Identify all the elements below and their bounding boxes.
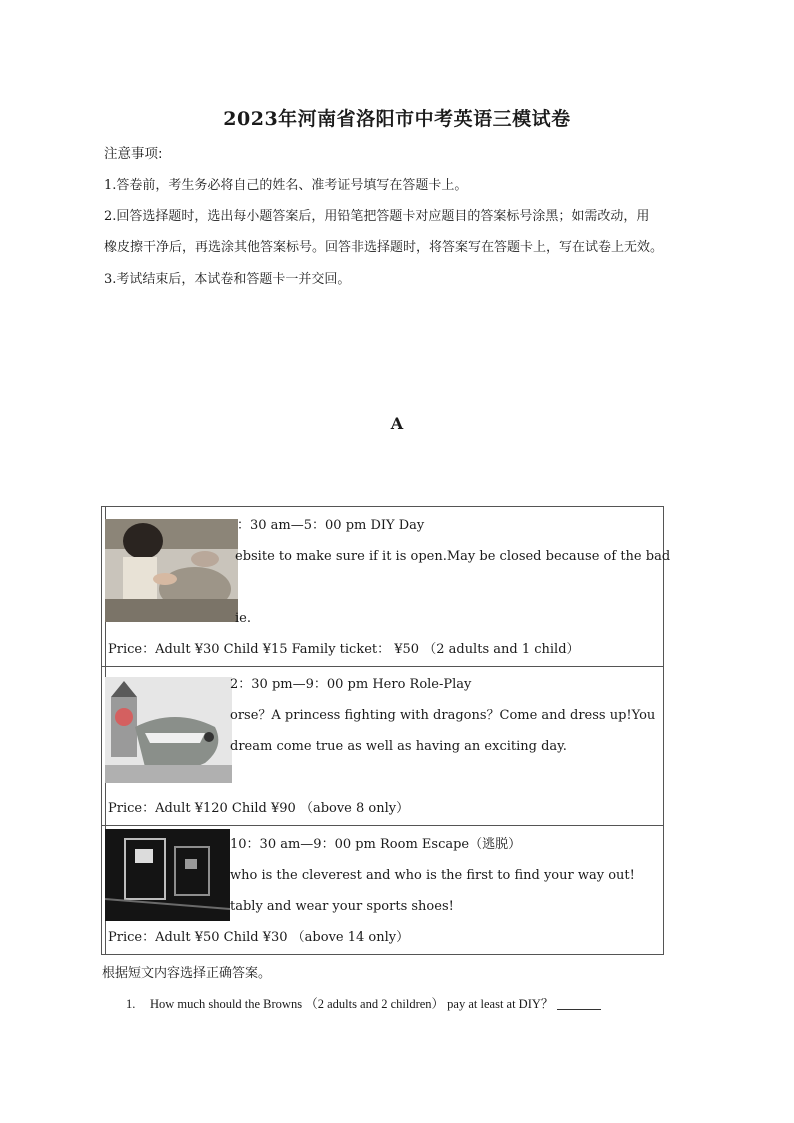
question-1-number: 1.	[126, 997, 136, 1011]
notice-item-3: 3.考试结束后，本试卷和答题卡一并交回。	[104, 272, 351, 287]
activity-escape-desc-2: tably and wear your sports shoes!	[230, 899, 454, 914]
activity-hero-desc: orse？A princess fighting with dragons？Come and dress up!You	[230, 708, 656, 723]
question-1	[126, 994, 601, 1012]
page-title: 2023年河南省洛阳市中考英语三模试卷	[223, 108, 571, 130]
question-instructions: 根据短文内容选择正确答案。	[102, 966, 272, 981]
activity-escape-desc: who is the cleverest and who is the first to find your way out!	[230, 868, 635, 883]
notice-item-2-continued: 橡皮擦干净后，再选涂其他答案标号。回答非选择题时，将答案写在答题卡上，写在试卷上无效。	[104, 240, 664, 255]
section-letter: A	[390, 414, 404, 433]
activity-row-hero	[102, 667, 663, 826]
escape-room-photo-icon	[105, 829, 230, 921]
activity-row-diy	[102, 507, 671, 667]
activity-diy-price: Price：Adult ¥30 Child ¥15 Family ticket： ¥50 （2 adults and 1 child）	[108, 642, 580, 657]
activity-table	[101, 506, 671, 955]
answer-blank[interactable]	[557, 997, 601, 1010]
activity-diy-time: ：30 am—5：00 pm DIY Day	[237, 518, 425, 533]
notice-item-1: 1.答卷前，考生务必将自己的姓名、准考证号填写在答题卡上。	[104, 178, 468, 193]
question-1-text: How much should the Browns （2 adults and 2 children） pay at least at DIY？	[150, 997, 554, 1011]
activity-row-escape	[102, 826, 663, 954]
notice-heading: 注意事项:	[104, 146, 163, 162]
activity-hero-time: 2：30 pm—9：00 pm Hero Role-Play	[230, 677, 472, 692]
activity-diy-desc: ebsite to make sure if it is open.May be closed because of the bad	[235, 549, 671, 564]
activity-escape-price: Price：Adult ¥50 Child ¥30 （above 14 only）	[108, 930, 410, 945]
pottery-photo-icon	[105, 519, 238, 622]
activity-escape-time: 10：30 am—9：00 pm Room Escape（逃脱）	[230, 837, 522, 852]
activity-hero-desc-2: dream come true as well as having an exciting day.	[230, 739, 567, 754]
activity-diy-desc-end: ie.	[235, 611, 251, 626]
activity-hero-price: Price：Adult ¥120 Child ¥90 （above 8 only）	[108, 801, 410, 816]
dragon-castle-photo-icon	[105, 677, 232, 783]
notice-item-2: 2.回答选择题时，选出每小题答案后，用铅笔把答题卡对应题目的答案标号涂黑；如需改动，用	[104, 209, 650, 224]
